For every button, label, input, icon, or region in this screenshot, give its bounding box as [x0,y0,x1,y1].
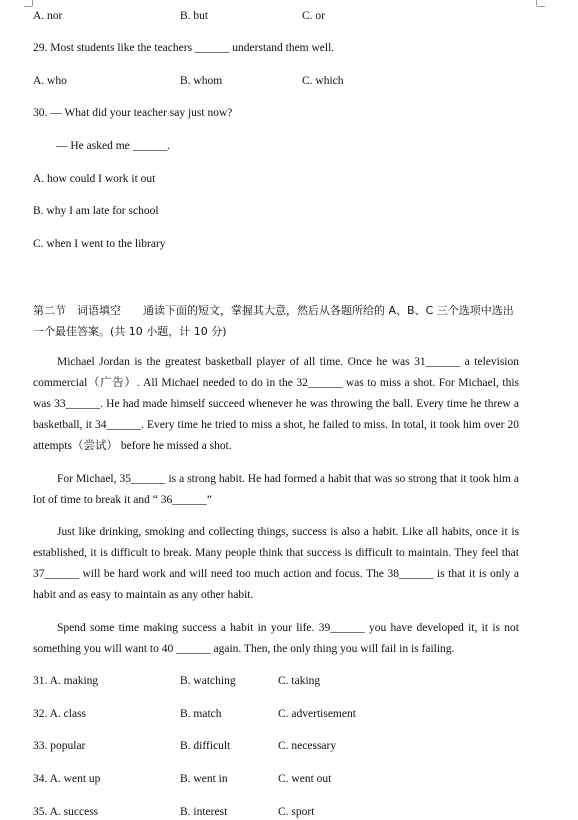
q28-option-b: B. but [180,10,209,22]
q35-option-a: 35. A. success [33,806,99,818]
q35-option-b: B. interest [180,806,228,818]
page-corner-mark-left [32,0,33,6]
q34-option-a: 34. A. went up [33,773,101,785]
q30-reply: — He asked me ______. [56,140,171,152]
passage-paragraph-3: Just like drinking, smoking and collecting things, success is also a habit. Like all habits, once it is established, it is difficult to break. Many people think that success is difficult to maintain. They feel that 37______ will be hard work and will need too much action and focus. The 38______ is that it is only a habit and as easy to maintain as any other habit. [33,526,519,601]
q29-option-b: B. whom [180,75,223,87]
q35-option-c: C. sport [278,806,315,818]
page-corner-mark-right-h [537,6,545,7]
q31-option-a: 31. A. making [33,675,99,687]
section-heading: 第二节 词语填空 通读下面的短文，掌握其大意，然后从各题所给的 A、B、C 三个选项中选出一个最佳答案。(共 10 小题，计 10 分) [33,304,514,338]
q30-stem: 30. — What did your teacher say just now? [33,107,233,119]
q34-option-b: B. went in [180,773,228,785]
q33-option-b: B. difficult [180,740,231,752]
passage-paragraph-1: Michael Jordan is the greatest basketball player of all time. Once he was 31______ a television commercial（广告）. All Michael needed to do in the 32______ was to miss a shot. For Michael, this was 33______. He had made himself succeed whenever he was throwing the ball. Every time he threw a basketball, it 34______. Every time he tried to miss a shot, he failed to miss. In total, it took him over 20 attempts（尝试） before he missed a shot. [33,356,519,452]
q32-option-b: B. match [180,708,222,720]
q33-option-a: 33. popular [33,740,86,752]
q28-option-a: A. nor [33,10,63,22]
passage-paragraph-4: Spend some time making success a habit in your life. 39______ you have developed it, it is not something you will want to 40 ______ again. Then, the only thing you will fail in is failing. [33,622,519,655]
passage-paragraph-2: For Michael, 35______ is a strong habit. He had formed a habit that was so strong that it took him a lot of time to break it and “ 36______” [33,473,519,506]
q31-option-c: C. taking [278,675,321,687]
q30-option-a: A. how could I work it out [33,173,156,185]
q30-option-c: C. when I went to the library [33,238,166,250]
q28-option-c: C. or [302,10,325,22]
q30-option-b: B. why I am late for school [33,205,159,217]
q29-option-c: C. which [302,75,344,87]
page-corner-mark-left-h [24,6,32,7]
q31-option-b: B. watching [180,675,236,687]
q29-option-a: A. who [33,75,67,87]
q33-option-c: C. necessary [278,740,337,752]
q32-option-a: 32. A. class [33,708,87,720]
q29-stem: 29. Most students like the teachers ______ understand them well. [33,42,335,54]
q34-option-c: C. went out [278,773,332,785]
q32-option-c: C. advertisement [278,708,356,720]
